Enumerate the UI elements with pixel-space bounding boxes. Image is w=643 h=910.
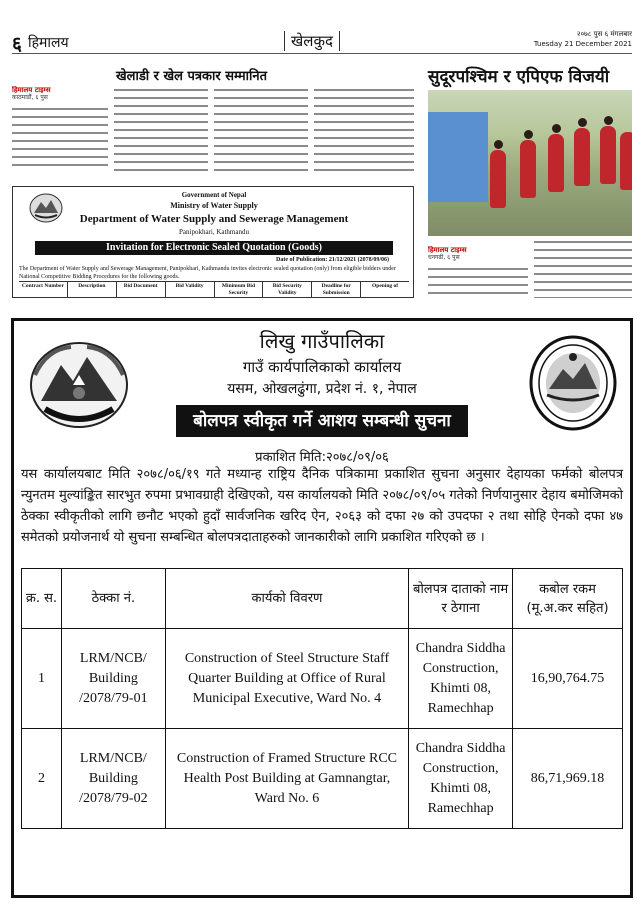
table-row [22,629,623,729]
photo-player [620,132,632,190]
left-byline-2: काठमाडौं, ६ पुस [12,94,48,101]
photo-player-head [494,140,503,149]
tender-line-1: Government of Nepal [181,191,247,199]
tender-col-header: Contract Number [19,282,68,298]
left-byline-1: हिमालय टाइम्स [12,86,51,94]
masthead [12,28,632,54]
tender-pub-date: Date of Publication: 21/12/2021 (2078/09/06) [276,257,389,263]
newspaper-page [12,28,632,298]
photo-player [548,134,564,192]
tender-col-header: Opening of [371,283,399,289]
right-byline-1: हिमालय टाइम्स [428,246,467,254]
col-bidder-header: बोलपत्र दाताको नाम र ठेगाना [409,569,513,629]
notice-pub-date: प्रकाशित मिति:२०७८/०९/०६ [255,450,389,465]
section-name: खेलकुद [284,31,340,51]
cell-serial: 2 [22,729,62,829]
notice-address: यसम, ओखलढुंगा, प्रदेश नं. १, नेपाल [227,381,417,397]
paper-name: हिमालय [28,35,69,51]
col-contract-header: ठेक्का नं. [61,569,165,629]
photo-player [574,128,590,186]
notice-office: गाउँ कार्यपालिकाको कार्यालय [242,358,402,376]
right-article-col-1 [428,246,528,298]
tender-col-header: Deadline for Submission [312,282,361,298]
photo-player [600,126,616,184]
date-nepali: २०७८ पुस ६ मंगलबार [576,30,632,38]
col-amount-header: कबोल रकम (मू.अ.कर सहित) [513,569,623,629]
photo-player [490,150,506,208]
col-serial-header: क्र. स. [22,569,62,629]
article-text-block [12,105,108,169]
cell-amount: 16,90,764.75 [513,629,623,729]
masthead-date [534,29,632,49]
notice-title: लिखु गाउँपालिका [259,329,385,353]
photo-player-head [604,116,613,125]
page-number: ६ [12,33,22,55]
sports-photo [428,90,632,236]
photo-player-head [552,124,561,133]
cell-amount: 86,71,969.18 [513,729,623,829]
cell-contract: LRM/NCB/ Building /2078/79-02 [61,729,165,829]
photo-player [520,140,536,198]
tender-advertisement [12,186,414,298]
photo-player-head [578,118,587,127]
tender-col-header: Bid Validity [166,282,215,298]
municipality-seal-icon [527,333,619,433]
tender-col-header: Bid Security Validity [263,282,312,298]
right-headline: सुदूरपश्चिम र एपिएफ विजयी [428,67,610,87]
right-article-col-2 [534,238,632,298]
cell-contract: LRM/NCB/ Building /2078/79-01 [61,629,165,729]
col-description-header: कार्यको विवरण [165,569,408,629]
award-table [21,568,623,829]
article-text-block [428,265,528,295]
notice-body: यस कार्यालयबाट मिति २०७८/०६/१९ गते मध्यान्ह राष्ट्रिय दैनिक पत्रिकामा प्रकाशित सुचना अनुसार देहायका फर्मको बोलपत्र न्युनतम मुल्यांङ्कित सारभुत रुपमा प्रभावग्राही देखिएको, यस कार्यालयको मिति २०७८/०९/०५ गतेको निर्णयानुसार देहाय बमोजिमको ठेक्का स्वीकृतीको लागि छनौट भएको हुदाँ सार्वजनिक खरिद ऐन, २०६३ को दफा २७ को उपदफा २ तथा सोहि ऐनको दफा ४७ समेतको प्रयोजनार्थ यो सुचना सम्बन्धित बोलपत्रदाताहरुको जानकारीको लागि प्रकाशित गरिएको छ । [21,467,623,545]
date-english: Tuesday 21 December 2021 [533,40,632,48]
tender-paragraph: The Department of Water Supply and Sewerage Management, Panipokhari, Kathmandu invites electronic sealed quotation (only) from eligible bidders under National Competitive Bidding Procedures for the following goods. [19,266,396,280]
notice-box [11,318,633,898]
table-row [22,729,623,829]
tender-line-3: Department of Water Supply and Sewerage Management [79,213,349,225]
cell-serial: 1 [22,629,62,729]
tender-col-header: Description [68,282,117,298]
tender-line-2: Ministry of Water Supply [170,201,258,210]
left-article-col-1 [12,86,108,178]
cell-bidder: Chandra Siddha Construction, Khimti 08, Ramechhap [409,629,513,729]
left-headline: खेलाडी र खेल पत्रकार सम्मानित [116,69,268,84]
table-header-row [22,569,623,629]
cell-description: Construction of Steel Structure Staff Quarter Building at Office of Rural Municipal Executive, Ward No. 4 [165,629,408,729]
tender-line-4: Panipokhari, Kathmandu [179,228,249,236]
tender-col-header: Minimum Bid Security [215,282,264,298]
photo-player-head [524,130,533,139]
right-byline-2: धनगढी, ६ पुस [428,254,460,261]
notice-banner: बोलपत्र स्वीकृत गर्ने आशय सम्बन्धी सुचना [176,405,468,437]
cell-bidder: Chandra Siddha Construction, Khimti 08, Ramechhap [409,729,513,829]
left-article-col-3 [214,86,308,176]
photo-banner-shape [428,112,488,202]
tender-table-header [19,281,409,298]
left-article-col-2 [114,86,208,176]
cell-description: Construction of Framed Structure RCC Health Post Building at Gamnangtar, Ward No. 6 [165,729,408,829]
left-article-col-4 [314,86,414,176]
tender-col-header: Bid Document [117,282,166,298]
tender-banner: Invitation for Electronic Sealed Quotation (Goods) [35,241,393,255]
